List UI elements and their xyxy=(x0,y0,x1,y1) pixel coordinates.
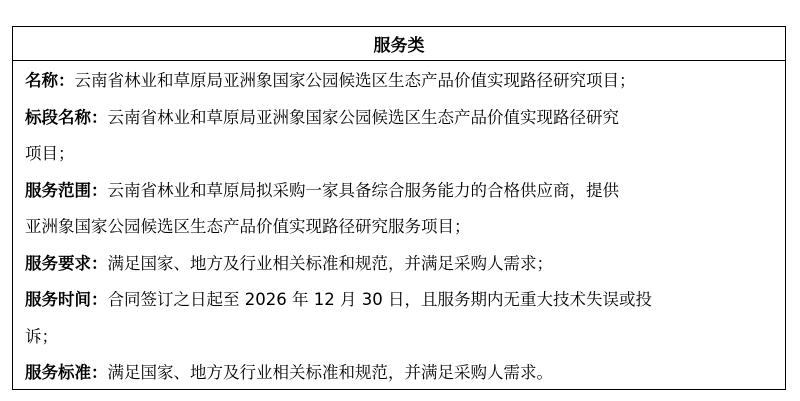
row-text: 云南省林业和草原局拟采购一家具备综合服务能力的合格供应商，提供 xyxy=(107,180,619,200)
row-text-cont: 项目； xyxy=(25,144,75,163)
row-text: 云南省林业和草原局亚洲象国家公园候选区生态产品价值实现路径研究 xyxy=(107,107,619,127)
table-header: 服务类 xyxy=(13,27,785,61)
row-scope-cont xyxy=(25,209,775,246)
row-label: 服务要求： xyxy=(25,253,108,273)
row-text-cont: 亚洲象国家公园候选区生态产品价值实现路径研究服务项目； xyxy=(25,217,471,236)
service-table xyxy=(12,26,786,390)
row-label: 服务范围： xyxy=(25,180,108,200)
row-label: 服务标准： xyxy=(25,363,108,382)
row-standard xyxy=(25,355,775,392)
row-text: 满足国家、地方及行业相关标准和规范，并满足采购人需求； xyxy=(107,253,553,273)
row-label: 标段名称： xyxy=(25,107,108,127)
row-text: 云南省林业和草原局亚洲象国家公园候选区生态产品价值实现路径研究项目； xyxy=(74,71,636,90)
row-time xyxy=(25,282,775,319)
row-lot-name xyxy=(25,100,775,137)
row-name xyxy=(25,63,775,100)
row-label: 名称： xyxy=(25,71,75,90)
row-text: 合同签订之日起至 2026 年 12 月 30 日，且服务期内无重大技术失误或投 xyxy=(107,290,652,309)
row-label: 服务时间： xyxy=(25,290,108,309)
row-lot-name-cont xyxy=(25,136,775,173)
row-scope xyxy=(25,173,775,210)
table-body xyxy=(13,61,785,392)
row-requirements xyxy=(25,246,775,283)
row-time-cont xyxy=(25,319,775,356)
row-text-cont: 诉； xyxy=(25,326,58,346)
row-text: 满足国家、地方及行业相关标准和规范，并满足采购人需求。 xyxy=(107,363,553,382)
